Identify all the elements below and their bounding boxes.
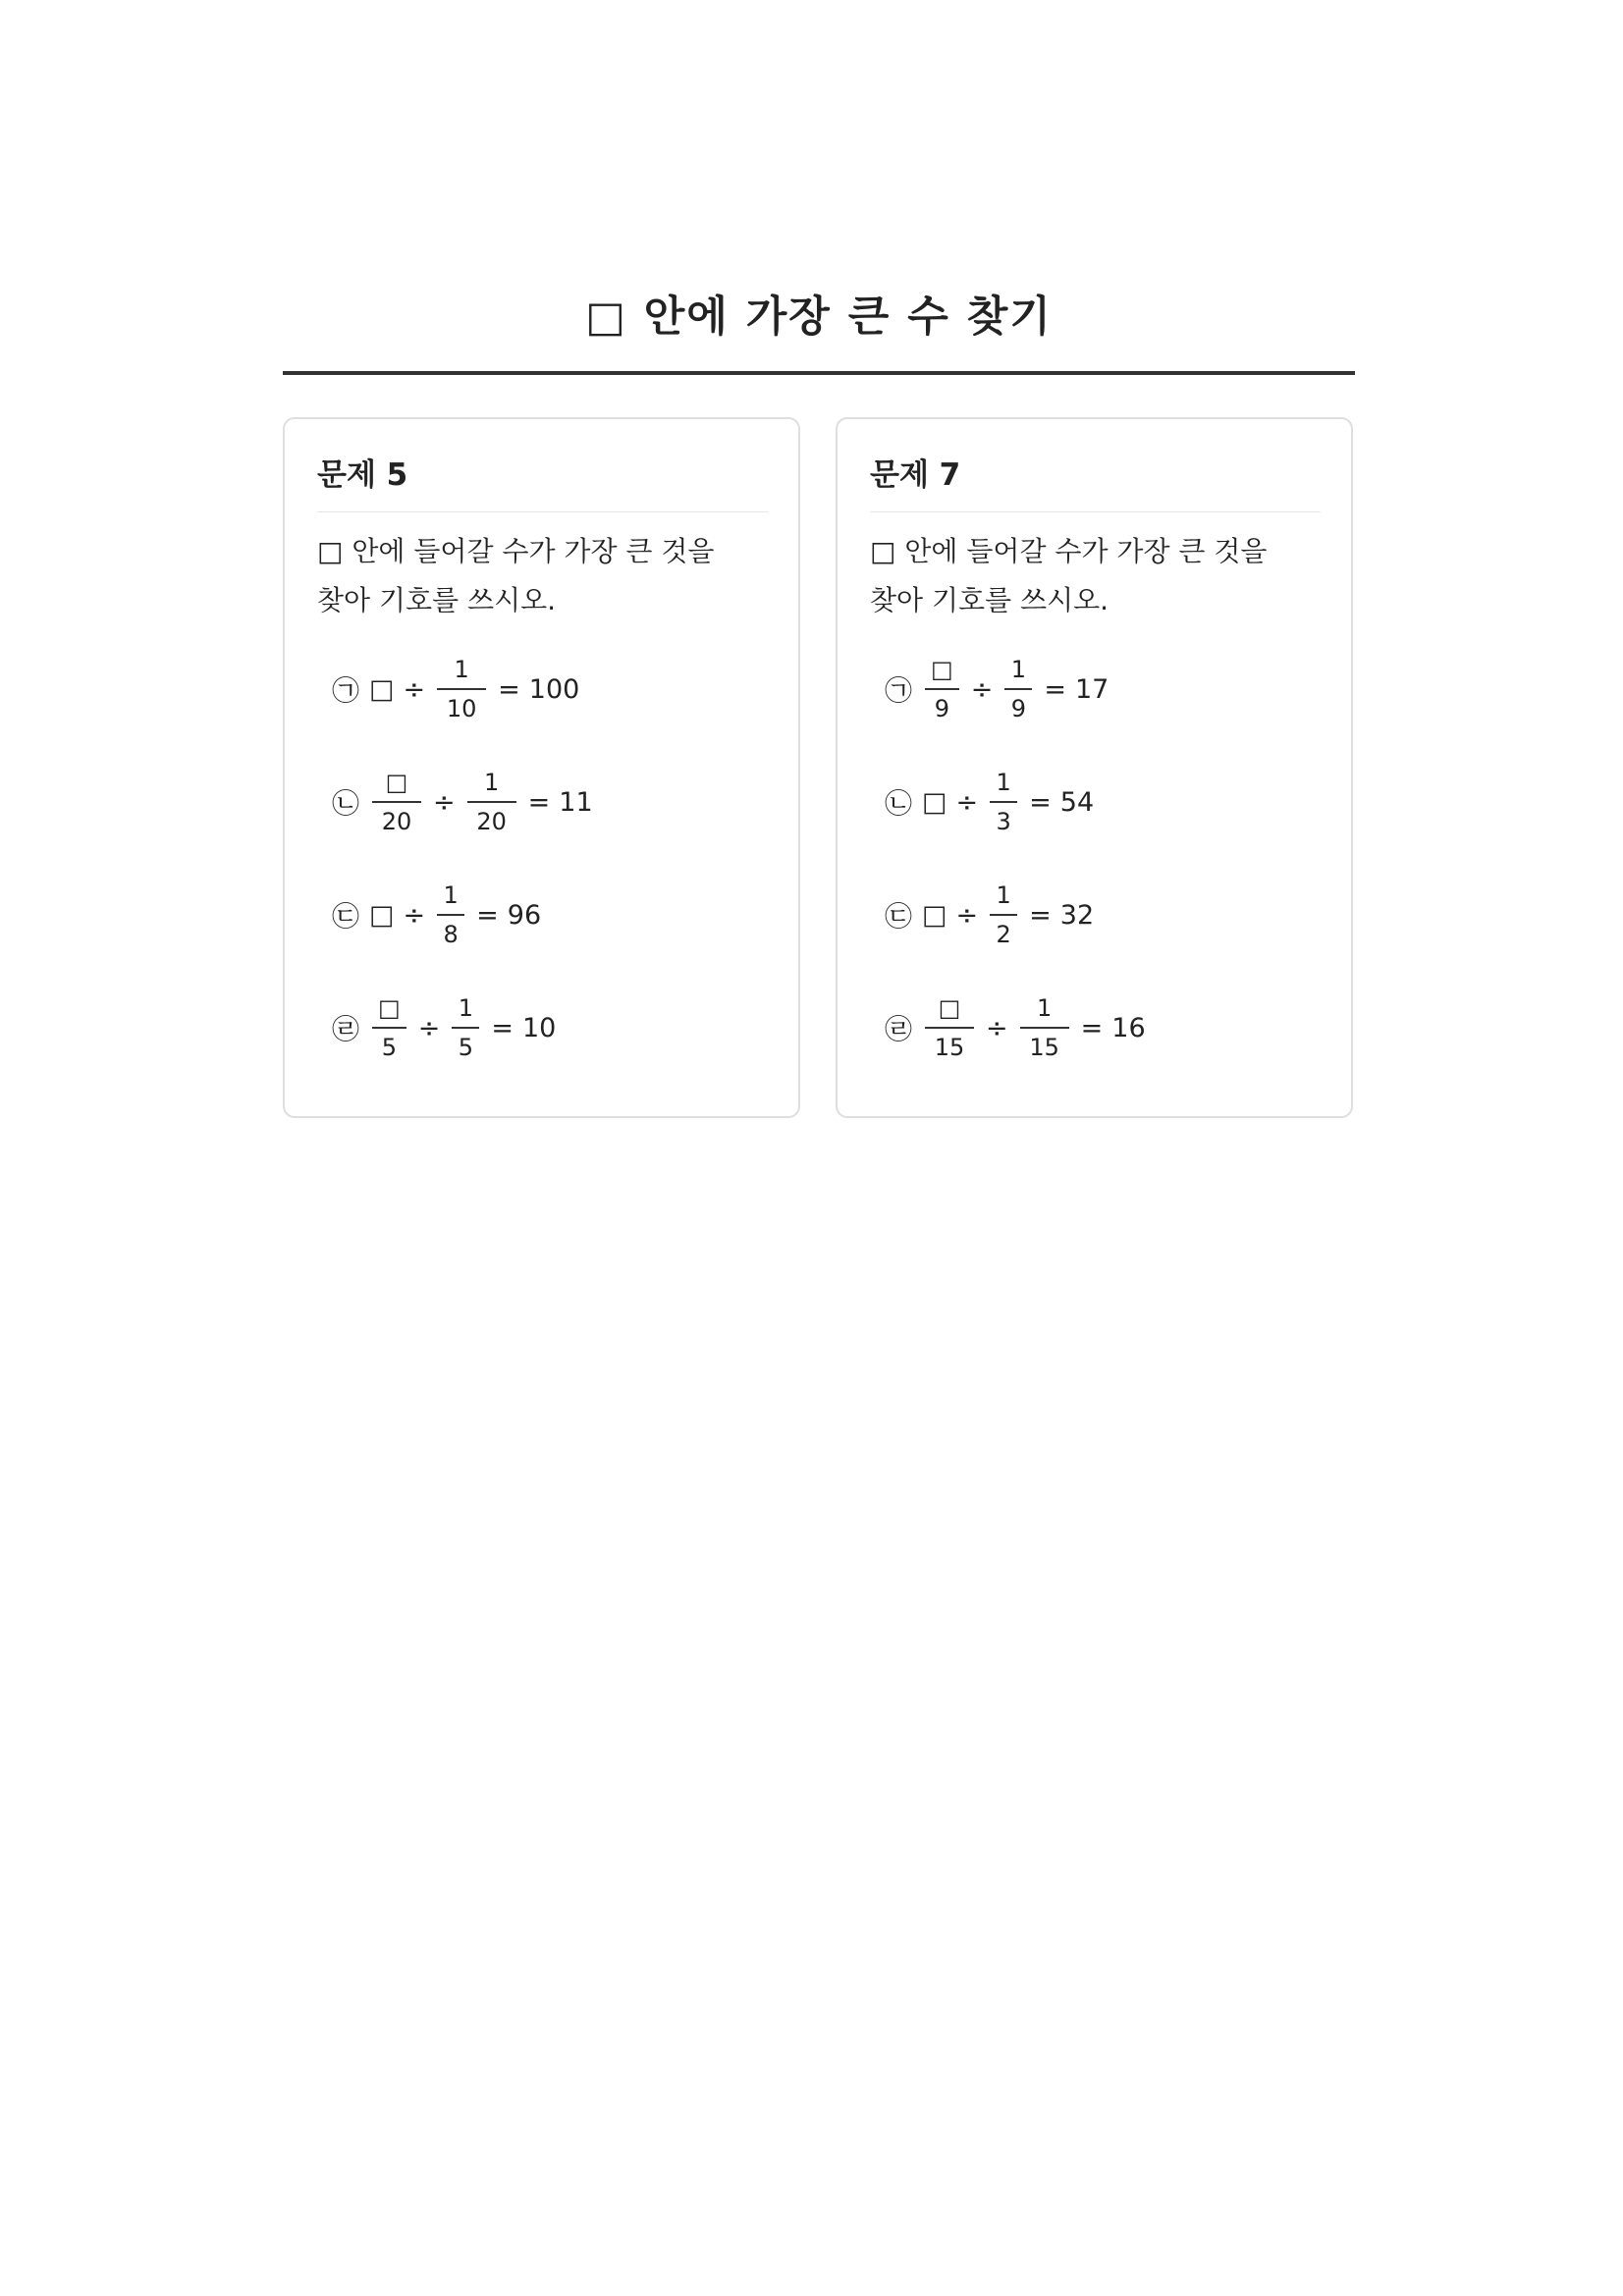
fraction-denominator: 2 [996, 921, 1011, 948]
result-value: 96 [507, 899, 542, 931]
equals-sign: = [1044, 673, 1066, 705]
fraction-denominator: 3 [996, 808, 1011, 835]
option-a [332, 640, 579, 738]
equals-sign: = [1080, 1012, 1104, 1043]
problem-title: 문제 7 [870, 457, 961, 493]
fraction-numerator: □ [378, 994, 401, 1022]
option-label: ㉠ [885, 674, 913, 707]
dividend-fraction [925, 653, 959, 725]
option-label: ㉠ [332, 674, 360, 707]
option-b [332, 753, 593, 851]
fraction-denominator: 9 [1010, 695, 1026, 722]
fraction-bar [452, 1027, 479, 1029]
option-label: ㉣ [885, 1013, 913, 1045]
result-value: 16 [1111, 1012, 1146, 1043]
fraction-denominator: 15 [934, 1034, 965, 1061]
fraction-denominator: 10 [446, 695, 477, 722]
fraction-denominator: 20 [381, 808, 412, 835]
fraction-numerator: 1 [996, 881, 1011, 909]
equals-sign: = [527, 786, 551, 818]
fraction-bar [1020, 1027, 1069, 1029]
divide-sign: ÷ [403, 899, 426, 931]
fraction-numerator: 1 [996, 769, 1011, 796]
dividend-fraction [372, 991, 406, 1064]
divisor-fraction [990, 766, 1017, 838]
result-value: 100 [528, 673, 580, 705]
dividend-fraction [925, 991, 974, 1064]
fraction-bar [437, 688, 486, 690]
option-label: ㉢ [332, 900, 360, 933]
divisor-fraction [452, 991, 479, 1064]
blank-box: □ [369, 673, 395, 705]
fraction-denominator: 5 [458, 1034, 473, 1061]
fraction-bar [925, 688, 959, 690]
fraction-denominator: 20 [476, 808, 507, 835]
divisor-fraction [467, 766, 516, 838]
divide-sign: ÷ [970, 673, 994, 705]
divide-sign: ÷ [955, 899, 979, 931]
fraction-numerator: 1 [1037, 994, 1053, 1022]
result-value: 32 [1059, 899, 1095, 931]
option-d [885, 979, 1146, 1077]
fraction-numerator: □ [385, 769, 408, 796]
problem-title: 문제 5 [317, 457, 408, 493]
problem-divider [870, 511, 1321, 512]
option-a [885, 640, 1109, 738]
page-title: □ 안에 가장 큰 수 찾기 [585, 293, 1053, 342]
fraction-numerator: 1 [443, 881, 459, 909]
problem-question: □ 안에 들어갈 수가 가장 큰 것을 찾아 기호를 쓰시오. [870, 535, 1268, 616]
fraction-denominator: 9 [934, 695, 949, 722]
fraction-bar [372, 1027, 406, 1029]
fraction-numerator: 1 [484, 769, 500, 796]
option-d [332, 979, 556, 1077]
result-value: 11 [559, 786, 593, 818]
option-label: ㉡ [885, 787, 913, 820]
problem-card-7 [836, 417, 1353, 1118]
blank-box: □ [369, 899, 395, 931]
fraction-numerator: □ [931, 656, 953, 683]
fraction-numerator: □ [938, 994, 961, 1022]
title-divider [283, 371, 1355, 375]
option-label: ㉣ [332, 1013, 360, 1045]
problem-divider [317, 511, 768, 512]
equals-sign: = [1029, 786, 1052, 818]
divisor-fraction [437, 879, 464, 951]
option-label: ㉢ [885, 900, 913, 933]
divide-sign: ÷ [403, 673, 426, 705]
equals-sign: = [1029, 899, 1052, 931]
result-value: 17 [1074, 673, 1109, 705]
fraction-numerator: 1 [458, 994, 473, 1022]
fraction-numerator: 1 [1010, 656, 1026, 683]
equals-sign: = [491, 1012, 514, 1043]
result-value: 10 [521, 1012, 557, 1043]
option-b [885, 753, 1094, 851]
equals-sign: = [476, 899, 499, 931]
divide-sign: ÷ [433, 786, 456, 818]
divisor-fraction [437, 653, 486, 725]
divide-sign: ÷ [417, 1012, 441, 1043]
fraction-bar [467, 801, 516, 803]
divisor-fraction [1020, 991, 1069, 1064]
divide-sign: ÷ [955, 786, 979, 818]
fraction-bar [437, 914, 464, 916]
fraction-bar [990, 914, 1017, 916]
fraction-denominator: 15 [1029, 1034, 1059, 1061]
option-c [332, 866, 541, 964]
blank-box: □ [922, 899, 947, 931]
fraction-bar [1004, 688, 1032, 690]
fraction-numerator: 1 [454, 656, 469, 683]
fraction-bar [372, 801, 421, 803]
fraction-denominator: 8 [443, 921, 459, 948]
option-c [885, 866, 1094, 964]
result-value: 54 [1059, 786, 1095, 818]
fraction-denominator: 5 [381, 1034, 397, 1061]
option-label: ㉡ [332, 787, 360, 820]
blank-box: □ [922, 786, 947, 818]
problem-card-5 [283, 417, 800, 1118]
fraction-bar [990, 801, 1017, 803]
equals-sign: = [498, 673, 520, 705]
fraction-bar [925, 1027, 974, 1029]
divide-sign: ÷ [986, 1012, 1008, 1043]
divisor-fraction [990, 879, 1017, 951]
dividend-fraction [372, 766, 421, 838]
problem-question: □ 안에 들어갈 수가 가장 큰 것을 찾아 기호를 쓰시오. [317, 535, 715, 616]
divisor-fraction [1004, 653, 1032, 725]
